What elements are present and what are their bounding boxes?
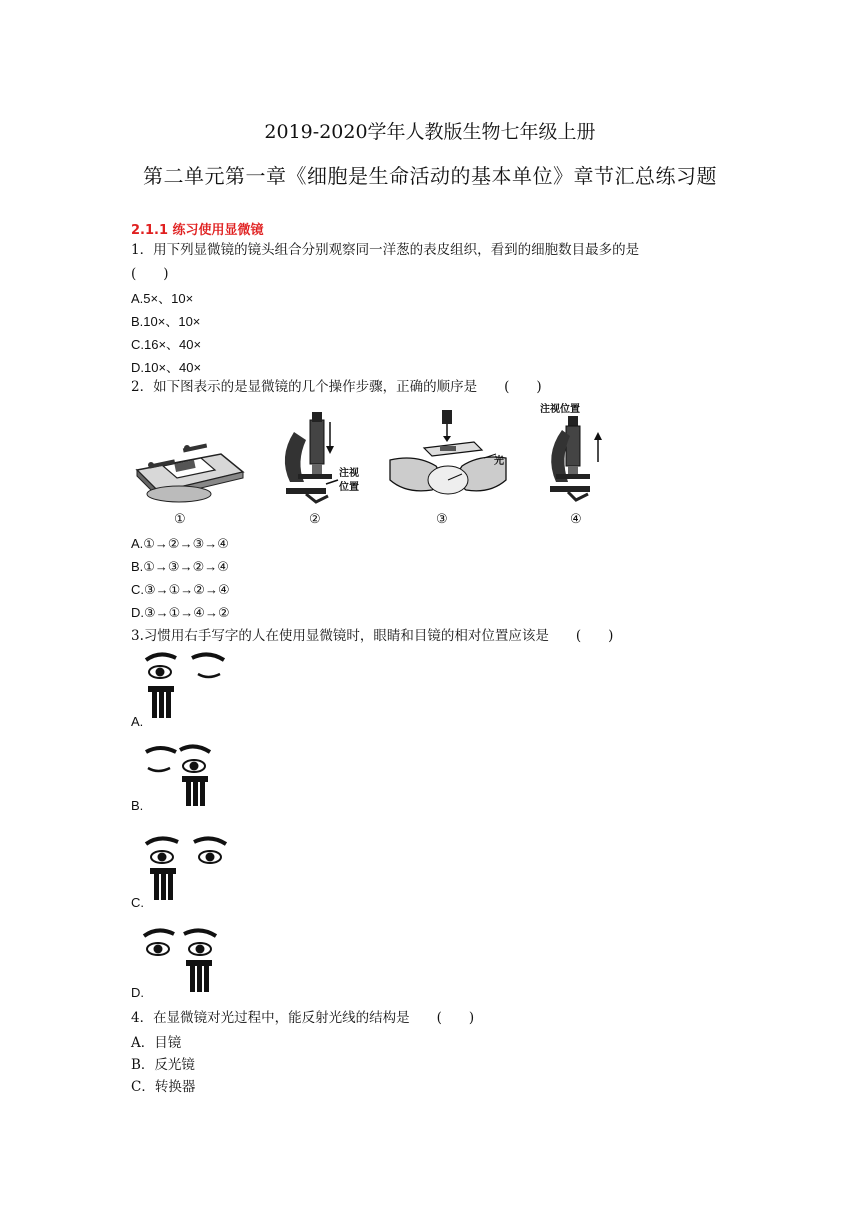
microscope-lowering-illustration bbox=[276, 412, 368, 507]
question-4-option-b: B．反光镜 bbox=[131, 1057, 195, 1073]
question-1-stem: 1．用下列显微镜的镜头组合分别观察同一洋葱的表皮组织，看到的细胞数目最多的是 bbox=[131, 242, 640, 258]
question-3-option-b: B. bbox=[131, 798, 144, 813]
question-3-stem: 3.习惯用右手写字的人在使用显微镜时，眼睛和目镜的相对位置应该是 ( ) bbox=[131, 628, 614, 644]
question-2-option-d: D.③→①→④→② bbox=[131, 605, 230, 620]
document-title: 2019-2020学年人教版生物七年级上册 bbox=[264, 121, 596, 143]
svg-text:注视位置: 注视位置 bbox=[540, 404, 580, 415]
question-2-option-c: C.③→①→②→④ bbox=[131, 582, 230, 597]
eyes-option-c-illustration bbox=[140, 832, 232, 904]
question-1-option-d: D.10×、40× bbox=[131, 360, 202, 375]
svg-text:位置: 位置 bbox=[339, 482, 359, 493]
figure-caption-1: ① bbox=[174, 512, 186, 527]
figure-caption-2: ② bbox=[309, 512, 321, 527]
question-2-option-b: B.①→③→②→④ bbox=[131, 559, 229, 574]
document-subtitle: 第二单元第一章《细胞是生命活动的基本单位》章节汇总练习题 bbox=[143, 164, 717, 188]
eyes-option-b-illustration bbox=[140, 742, 232, 810]
figure-caption-3: ③ bbox=[436, 512, 448, 527]
question-2-option-a: A.①→②→③→④ bbox=[131, 536, 229, 551]
section-heading: 2.1.1 练习使用显微镜 bbox=[131, 223, 264, 238]
question-3-option-d: D. bbox=[131, 985, 144, 1000]
eyes-option-d-illustration bbox=[140, 924, 232, 996]
hands-slide-illustration bbox=[386, 408, 510, 508]
question-1-option-b: B.10×、10× bbox=[131, 314, 201, 329]
question-2-stem: 2．如下图表示的是显微镜的几个操作步骤，正确的顺序是 ( ) bbox=[131, 379, 542, 395]
question-4-option-c: C．转换器 bbox=[131, 1079, 196, 1095]
question-1-stem-bracket: ( ) bbox=[131, 266, 169, 282]
question-1-option-a: A.5×、10× bbox=[131, 291, 194, 306]
question-3-option-c: C. bbox=[131, 895, 144, 910]
stage-slide-illustration bbox=[131, 432, 247, 504]
eyes-option-a-illustration bbox=[140, 650, 232, 722]
question-1-option-c: C.16×、40× bbox=[131, 337, 202, 352]
microscope-raising-illustration bbox=[538, 400, 612, 510]
question-3-option-a: A. bbox=[131, 714, 144, 729]
question-4-stem: 4．在显微镜对光过程中，能反射光线的结构是 ( ) bbox=[131, 1010, 475, 1026]
figure-caption-4: ④ bbox=[570, 512, 582, 527]
svg-text:注视: 注视 bbox=[339, 468, 359, 479]
svg-text:光: 光 bbox=[494, 456, 504, 467]
question-4-option-a: A．目镜 bbox=[131, 1035, 182, 1051]
